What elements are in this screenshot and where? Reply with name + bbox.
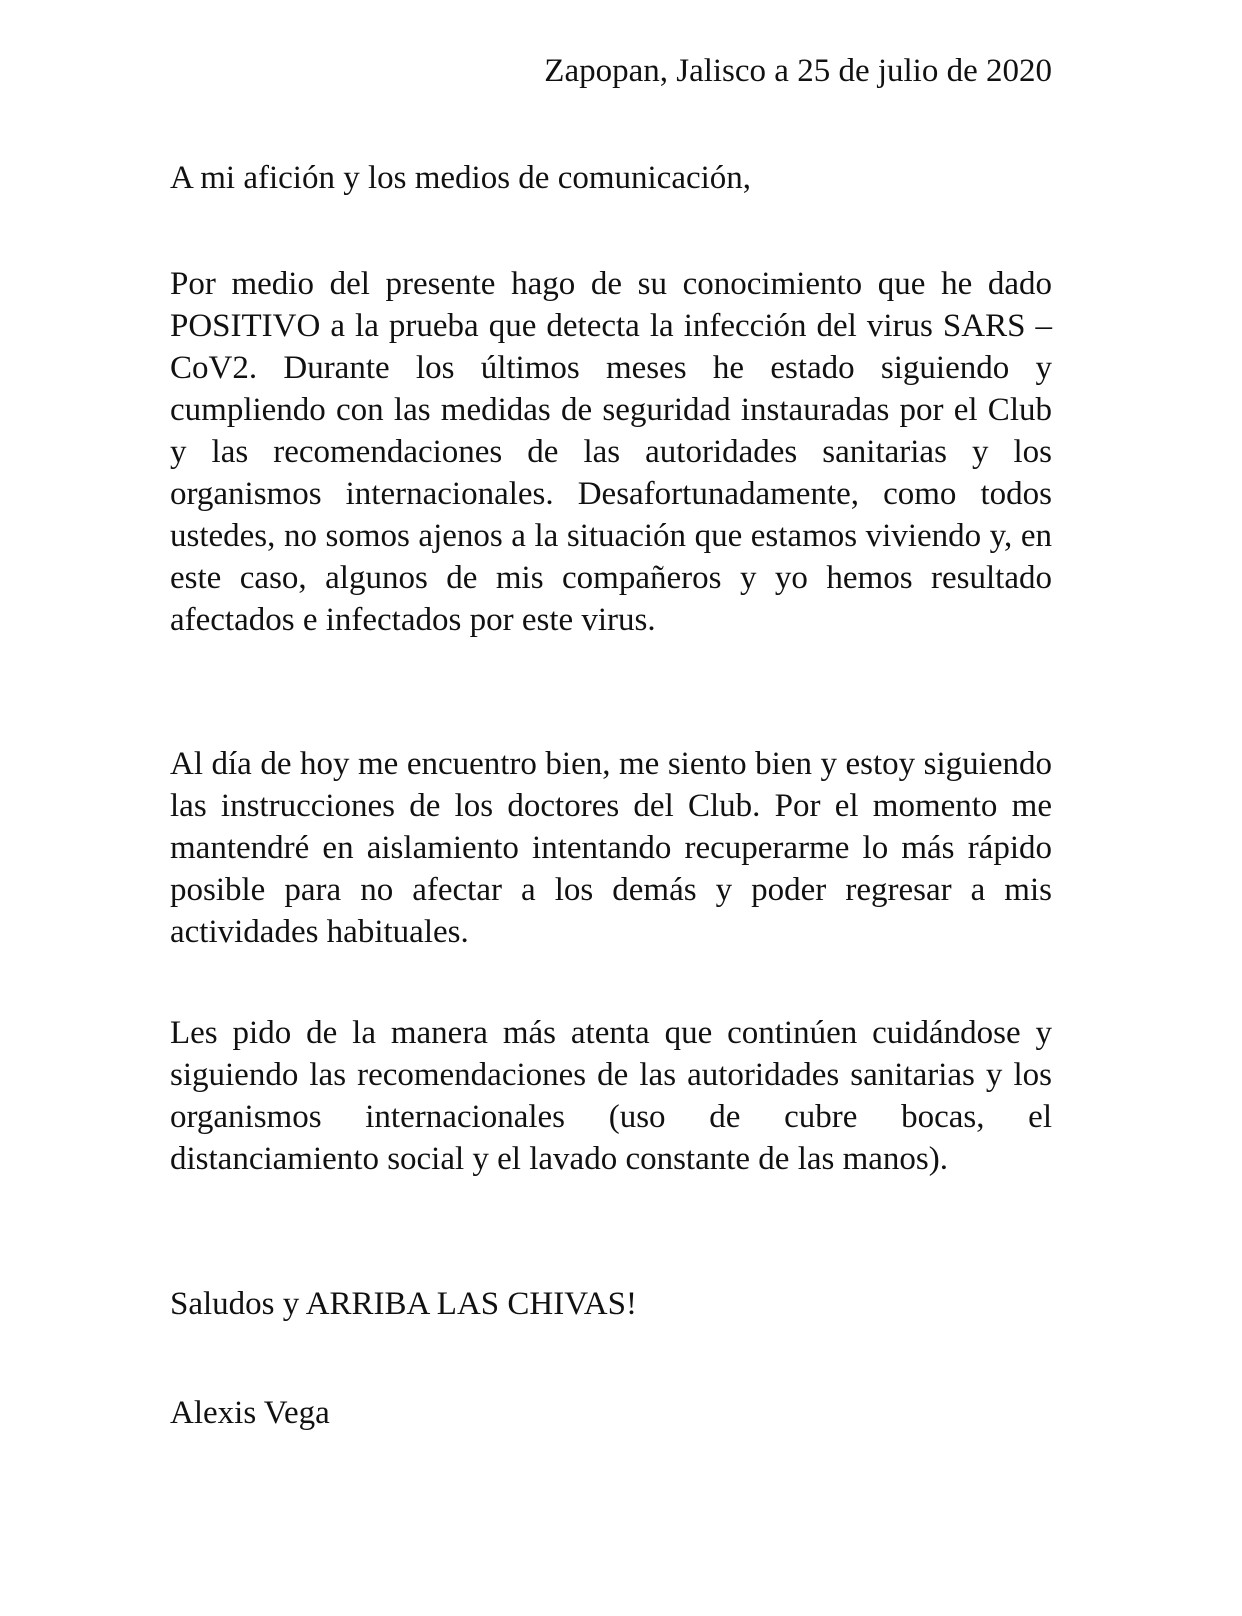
date-line: Zapopan, Jalisco a 25 de julio de 2020 [544,53,1052,89]
paragraph-recommendations: Les pido de la manera más atenta que continúen cuidándose y siguiendo las recomendaciones de las autoridades sanitarias y los organismos internacionales (uso de cubre bocas, el distanciamiento social y el lavado constante de las manos). [170,1015,1052,1177]
closing-line: Saludos y ARRIBA LAS CHIVAS! [170,1286,637,1322]
signature-name: Alexis Vega [170,1395,330,1431]
greeting: A mi afición y los medios de comunicación, [170,160,752,196]
paragraph-positive-test: Por medio del presente hago de su conocimiento que he dado POSITIVO a la prueba que detecta la infección del virus SARS – CoV2. Durante los últimos meses he estado siguiendo y cumpliendo con las medidas de seguridad instauradas por el Club y las recomendaciones de las autoridades sanitarias y los organismos internacionales. Desafortunadamente, como todos ustedes, no somos ajenos a la situación que estamos viviendo y, en este caso, algunos de mis compañeros y yo hemos resultado afectados e infectados por este virus. [170,266,1052,638]
paragraph-current-status: Al día de hoy me encuentro bien, me siento bien y estoy siguiendo las instrucciones de los doctores del Club. Por el momento me mantendré en aislamiento intentando recuperarme lo más rápido posible para no afectar a los demás y poder regresar a mis actividades habituales. [170,746,1052,950]
